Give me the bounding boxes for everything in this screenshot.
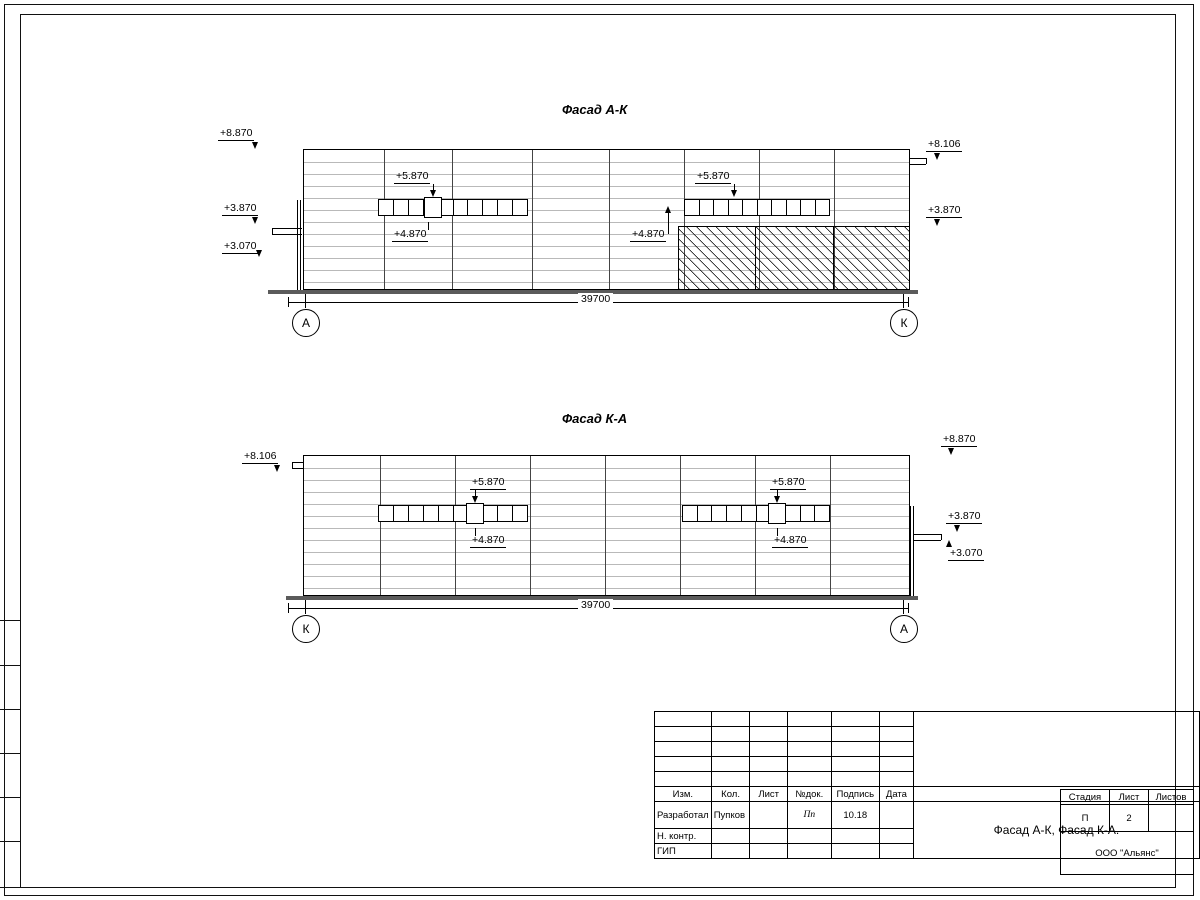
level-arrow-8106-2 xyxy=(274,465,280,472)
building-1-right-ledge-end xyxy=(926,158,927,164)
building-2-left-ledge xyxy=(292,462,304,463)
axis-leader-a2 xyxy=(903,600,904,614)
axis-marker-k-1: К xyxy=(890,309,918,337)
level-arrow-8870 xyxy=(252,142,258,149)
stamp-stage-header: Стадия xyxy=(1061,790,1110,805)
axis-marker-a-1: А xyxy=(292,309,320,337)
window-mark-5870-b: +5.870 xyxy=(697,170,730,182)
level-mark-3070: +3.070 xyxy=(224,240,257,252)
ribbon-window-2a xyxy=(378,505,528,522)
hatch-divider-2 xyxy=(833,226,834,290)
level-arrow-3070 xyxy=(256,250,262,257)
level-mark-3870-right-2: +3.870 xyxy=(948,510,981,522)
level-arrow-3070-2 xyxy=(946,540,952,547)
door-2a xyxy=(466,503,484,524)
window-arrow-5870-2a xyxy=(472,496,478,503)
stamp-right-header xyxy=(1061,790,1194,805)
dim-tick-right-1 xyxy=(908,297,909,307)
elevation-facade-a-k xyxy=(0,0,1200,340)
building-1-right-ledge-2 xyxy=(910,164,926,165)
level-arrow-3870-right xyxy=(934,219,940,226)
window-leader-4870-2a xyxy=(475,528,476,536)
building-1-left-ledge xyxy=(272,228,302,229)
door-1a xyxy=(424,197,442,218)
level-mark-3870-left: +3.870 xyxy=(224,202,257,214)
window-leader-4870-a xyxy=(428,222,429,230)
axis-marker-k-2: К xyxy=(292,615,320,643)
door-2b xyxy=(768,503,786,524)
title-block-right xyxy=(1060,789,1194,875)
level-arrow-8870-2 xyxy=(948,448,954,455)
stamp-date-developer: 10.18 xyxy=(831,802,879,829)
stamp-signature-developer: Пп xyxy=(787,802,831,829)
window-mark-4870-a: +4.870 xyxy=(394,228,427,240)
stamp-col-izm: Изм. xyxy=(655,787,712,802)
level-arrow-3870-left xyxy=(252,217,258,224)
level-mark-8870-right-2: +8.870 xyxy=(943,433,976,445)
level-mark-8106: +8.106 xyxy=(928,138,961,150)
window-mark-5870-2a: +5.870 xyxy=(472,476,505,488)
stamp-name-developer: Пупков xyxy=(711,802,750,829)
stamp-company-row xyxy=(1061,832,1194,875)
window-mark-4870-2b: +4.870 xyxy=(774,534,807,546)
window-arrow-5870-a xyxy=(430,190,436,197)
building-1-right-ledge xyxy=(910,158,926,159)
level-arrow-3870-2 xyxy=(954,525,960,532)
stamp-blank-row xyxy=(655,712,1200,727)
window-leader-4870-2b xyxy=(777,528,778,536)
building-2-right-ledge xyxy=(913,534,941,535)
stamp-role-ncontrol: Н. контр. xyxy=(655,829,712,844)
elevation-facade-k-a xyxy=(0,340,1200,670)
building-2-right-ledge-2 xyxy=(913,540,941,541)
level-mark-3870-right: +3.870 xyxy=(928,204,961,216)
stamp-role-gip: ГИП xyxy=(655,844,712,859)
building-2-right-ledge-end xyxy=(941,534,942,540)
axis-marker-a-2: А xyxy=(890,615,918,643)
building-outline-2 xyxy=(303,455,910,596)
elevation-2-title: Фасад К-А xyxy=(562,411,628,426)
hatch-divider-1 xyxy=(755,226,756,290)
stamp-col-kol: Кол. xyxy=(711,787,750,802)
axis-leader-k2 xyxy=(305,600,306,614)
stamp-lists-value xyxy=(1149,805,1194,832)
window-mark-4870-b: +4.870 xyxy=(632,228,665,240)
sheet-title: Фасад А-К, Фасад К-А. xyxy=(993,823,1120,837)
window-arrow-5870-b xyxy=(731,190,737,197)
axis-leader-a1 xyxy=(305,294,306,308)
stamp-stage-value: П xyxy=(1061,805,1110,832)
level-mark-8106-left-2: +8.106 xyxy=(244,450,277,462)
window-mark-4870-2a: +4.870 xyxy=(472,534,505,546)
stamp-list-value: 2 xyxy=(1110,805,1149,832)
building-2-left-ledge-2 xyxy=(292,468,304,469)
building-1-left-appendage xyxy=(297,200,298,290)
stamp-col-data: Дата xyxy=(879,787,913,802)
level-mark-3070-right-2: +3.070 xyxy=(950,547,983,559)
stamp-role-developer: Разработал xyxy=(655,802,712,829)
level-mark-8870: +8.870 xyxy=(220,127,253,139)
window-mark-5870-a: +5.870 xyxy=(396,170,429,182)
company-name: ООО "Альянс" xyxy=(1061,832,1194,875)
overall-dimension-1: 39700 xyxy=(578,293,613,305)
building-2-right-appendage-2 xyxy=(913,506,914,596)
stamp-lists-header: Листов xyxy=(1149,790,1194,805)
dim-tick-right-2 xyxy=(908,603,909,613)
overall-dimension-2: 39700 xyxy=(578,599,613,611)
hatched-panel-area-1 xyxy=(678,226,910,290)
building-1-left-ledge-2 xyxy=(272,234,302,235)
axis-leader-k1 xyxy=(903,294,904,308)
building-1-left-ledge-end xyxy=(272,228,273,234)
window-mark-5870-2b: +5.870 xyxy=(772,476,805,488)
elevation-1-title: Фасад А-К xyxy=(562,102,628,117)
dim-tick-left-1 xyxy=(288,297,289,307)
window-leader-4870-b xyxy=(668,212,669,234)
ribbon-window-1b xyxy=(684,199,830,216)
building-2-left-ledge-end xyxy=(292,462,293,468)
window-arrow-4870-b xyxy=(665,206,671,213)
ribbon-window-2b xyxy=(682,505,830,522)
building-1-left-appendage-2 xyxy=(300,200,301,290)
building-2-right-appendage xyxy=(910,506,911,596)
dim-tick-left-2 xyxy=(288,603,289,613)
stamp-right-values xyxy=(1061,805,1194,832)
stamp-col-podpis: Подпись xyxy=(831,787,879,802)
ribbon-window-1a xyxy=(378,199,528,216)
stamp-col-ndok: №док. xyxy=(787,787,831,802)
level-arrow-8106 xyxy=(934,153,940,160)
window-arrow-5870-2b xyxy=(774,496,780,503)
stamp-list-header: Лист xyxy=(1110,790,1149,805)
title-block-right-table xyxy=(1060,789,1194,875)
stamp-col-list: Лист xyxy=(750,787,788,802)
